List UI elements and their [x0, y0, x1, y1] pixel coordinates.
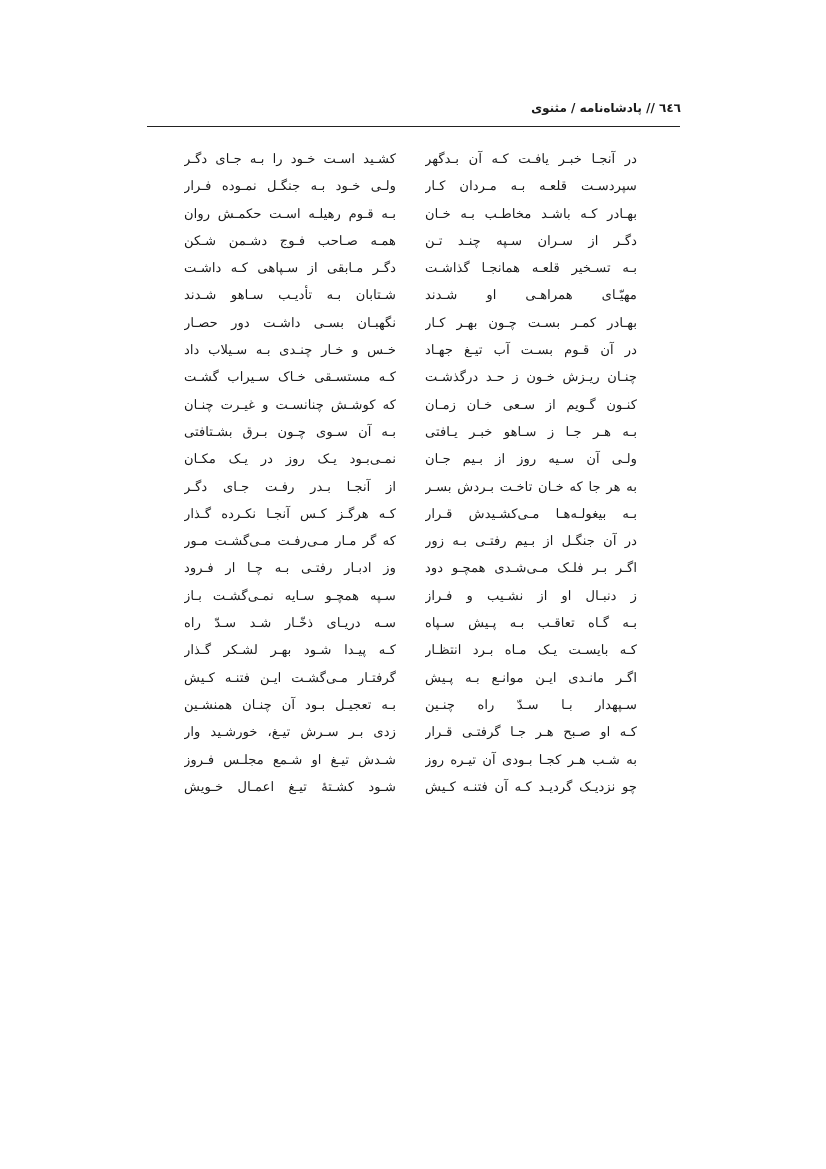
verse-line: کـه پیـدا شـود بهـر لشـکر گـذار: [184, 643, 396, 659]
verse-line: سـپهدار بـا سـدّ راه چنـین: [425, 697, 637, 713]
verse-line: شـتابان بـه تأدیـب سـاهو شـدند: [184, 288, 396, 304]
verse-line: به شـب هـر کجـا بـودی آن تیـره روز: [425, 752, 637, 768]
poem-column-left: [184, 146, 396, 801]
verse-line: ز دنبـال او از نشـیب و فـراز: [425, 588, 637, 604]
verse-line: بهـادر کـه باشـد مخاطـب بـه خـان: [425, 206, 637, 222]
verse-line: سـپه همچـو سـایه نمـی‌گشـت بـاز: [184, 588, 396, 604]
verse-line: که گر مـار مـی‌رفـت مـی‌گشـت مـور: [184, 534, 396, 550]
verse-line: زدی بـر سـرش تیـغ، خورشـید وار: [184, 725, 396, 741]
verse-line: وز ادبـار رفتـی بـه چـا ار فـرود: [184, 561, 396, 577]
verse-line: کـه هرگـز کـس آنجـا نکـرده گـذار: [184, 506, 396, 522]
verse-line: شـود کشـتهٔ تیـغ اعمـال خـویش: [184, 779, 396, 795]
verse-line: گرفتـار مـی‌گشـت ایـن فتنـه کـیش: [184, 670, 396, 686]
verse-line: بهـادر کمـر بسـت چـون بهـر کـار: [425, 315, 637, 331]
verse-line: خـس و خـار چنـدی بـه سـیلاب داد: [184, 343, 396, 359]
verse-line: بـه گـاه تعاقـب بـه پـیش سـپاه: [425, 616, 637, 632]
verse-line: نمـی‌بـود یـک روز در یـک مکـان: [184, 452, 396, 468]
verse-line: بـه هـر جـا ز سـاهو خبـر یـافتی: [425, 424, 637, 440]
verse-line: چو نزدیـک گردیـد کـه آن فتنـه کـیش: [425, 779, 637, 795]
verse-line: همـه صـاحب فـوج دشـمن شـکن: [184, 233, 396, 249]
verse-line: اگـر بـر فلـک مـی‌شـدی همچـو دود: [425, 561, 637, 577]
verse-line: بـه تعجیـل بـود آن چنـان همنشـین: [184, 697, 396, 713]
verse-line: دگـر از سـران سـپه چنـد تـن: [425, 233, 637, 249]
verse-line: اگـر مانـدی ایـن موانـع بـه پـیش: [425, 670, 637, 686]
verse-line: سـه دریـای ذخّـار شـد سـدّ راه: [184, 616, 396, 632]
verse-line: مهیّـای همراهـی او شـدند: [425, 288, 637, 304]
verse-line: کنـون گـویم از سـعی خـان زمـان: [425, 397, 637, 413]
verse-line: سپردسـت قلعـه بـه مـردان کـار: [425, 179, 637, 195]
verse-line: شـدش تیـغ او شـمع مجلـس فـروز: [184, 752, 396, 768]
poem-column-right: [425, 146, 637, 801]
verse-line: بـه آن سـوی چـون بـرق بشـتافتی: [184, 424, 396, 440]
verse-line: به هر جا که خـان تاخـت بـردش بسـر: [425, 479, 637, 495]
verse-line: ولـی آن سـیه روز از بـیم جـان: [425, 452, 637, 468]
header-rule: [147, 126, 680, 127]
verse-line: که کوشـش چنانسـت و غیـرت چنـان: [184, 397, 396, 413]
verse-line: کـه بایسـت یـک مـاه بـرد انتظـار: [425, 643, 637, 659]
verse-line: نگهبـان بسـی داشـت دور حصـار: [184, 315, 396, 331]
verse-line: کـه او صـبح هـر جـا گرفتـی قـرار: [425, 725, 637, 741]
verse-line: در آنجـا خبـر یافـت کـه آن بـدگهر: [425, 152, 637, 167]
verse-line: چنـان ریـزش خـون ز حـد درگذشـت: [425, 370, 637, 386]
verse-line: ولـی خـود بـه جنگـل نمـوده فـرار: [184, 179, 396, 195]
verse-line: دگـر مـابقی از سـپاهی کـه داشـت: [184, 261, 396, 277]
verse-line: بـه بیغولـه‌هـا مـی‌کشـیدش قـرار: [425, 506, 637, 522]
verse-line: بـه قـوم رهیلـه اسـت حکمـش روان: [184, 206, 396, 222]
verse-line: بـه تسـخیر قلعـه همانجـا گذاشـت: [425, 261, 637, 277]
verse-line: کشـید اسـت خـود را بـه جـای دگـر: [184, 152, 396, 167]
running-head: ٦٤٦ // پادشاه‌نامه / مثنوی: [531, 101, 681, 115]
verse-line: کـه مستسـقی خـاک سـیراب گشـت: [184, 370, 396, 386]
verse-line: در آن قـوم بسـت آب تیـغ جهـاد: [425, 343, 637, 359]
verse-line: در آن جنگـل از بـیم رفتـی بـه زور: [425, 534, 637, 550]
verse-line: از آنجـا بـدر رفـت جـای دگـر: [184, 479, 396, 495]
